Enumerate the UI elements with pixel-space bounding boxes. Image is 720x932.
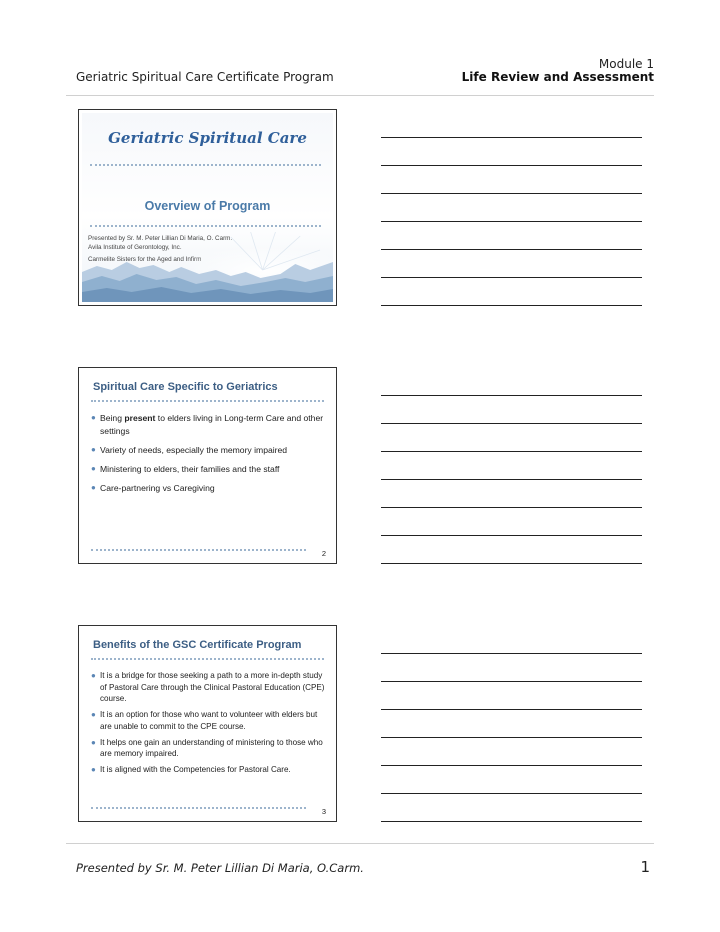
- note-line: [381, 563, 642, 564]
- note-line: [381, 653, 642, 654]
- note-line: [381, 165, 642, 166]
- slide-number: 3: [321, 807, 326, 816]
- bullet-icon: ●: [91, 463, 96, 473]
- slide-3: [78, 625, 337, 822]
- note-line: [381, 423, 642, 424]
- slide-1-content: [82, 113, 333, 302]
- slide-1: [78, 109, 337, 306]
- list-item: ● Ministering to elders, their families and the staff: [91, 463, 280, 474]
- footer-divider: [66, 843, 654, 844]
- note-line: [381, 193, 642, 194]
- bullet-icon: ●: [91, 765, 96, 774]
- note-line: [381, 479, 642, 480]
- slide-1-title: Geriatric Spiritual Care: [108, 129, 307, 147]
- bullet-icon: ●: [91, 444, 96, 454]
- note-line: [381, 737, 642, 738]
- program-title: Geriatric Spiritual Care Certificate Program: [76, 70, 334, 84]
- note-line: [381, 137, 642, 138]
- slide-3-bullets: [91, 670, 326, 780]
- note-line: [381, 793, 642, 794]
- note-line: [381, 277, 642, 278]
- mountains-sunrise-image: [82, 232, 333, 302]
- slide-number: 2: [321, 549, 326, 558]
- header-divider: [66, 95, 654, 96]
- list-item: ● Variety of needs, especially the memory impaired: [91, 444, 288, 455]
- note-line: [381, 535, 642, 536]
- dotted-divider: [91, 658, 324, 660]
- note-line: [381, 395, 642, 396]
- slide-2-bullets: [91, 412, 326, 501]
- bullet-icon: ●: [91, 482, 96, 492]
- list-item: ● Care-partnering vs Caregiving: [91, 482, 215, 493]
- bullet-icon: ●: [91, 413, 96, 422]
- slide-1-subtitle: Overview of Program: [144, 199, 271, 213]
- note-line: [381, 451, 642, 452]
- bullet-icon: ●: [91, 737, 96, 747]
- dotted-divider: [90, 225, 321, 227]
- note-line: [381, 507, 642, 508]
- list-item: ● Being present to elders living in Long-term Care and other settings: [91, 413, 324, 436]
- dotted-divider: [91, 549, 306, 551]
- dotted-divider: [91, 807, 306, 809]
- list-item: ● It is aligned with the Competencies for Pastoral Care.: [91, 765, 291, 774]
- slide-2: [78, 367, 337, 564]
- note-line: [381, 681, 642, 682]
- footer-presenter: Presented by Sr. M. Peter Lillian Di Maria, O.Carm.: [76, 861, 364, 875]
- note-line: [381, 249, 642, 250]
- dotted-divider: [91, 400, 324, 402]
- bullet-icon: ●: [91, 710, 96, 719]
- section-title: Life Review and Assessment: [461, 70, 654, 84]
- list-item: ● It helps one gain an understanding of ministering to those who are memory impaired.: [91, 737, 323, 758]
- page-number: 1: [640, 858, 650, 876]
- emphasis-present: present: [124, 413, 156, 423]
- note-line: [381, 821, 642, 822]
- dotted-divider: [90, 164, 321, 166]
- note-line: [381, 305, 642, 306]
- note-line: [381, 765, 642, 766]
- slide-2-title: Spiritual Care Specific to Geriatrics: [93, 381, 278, 393]
- note-line: [381, 221, 642, 222]
- list-item: ● It is an option for those who want to volunteer with elders but are unable to commit to the CPE course.: [91, 710, 318, 731]
- module-label: Module 1: [598, 57, 654, 71]
- note-line: [381, 709, 642, 710]
- bullet-icon: ●: [91, 671, 96, 680]
- list-item: ● It is a bridge for those seeking a path to a more in-depth study of Pastoral Care through the Clinical Pastoral Education (CPE) course.: [91, 671, 325, 703]
- slide-3-title: Benefits of the GSC Certificate Program: [93, 639, 302, 651]
